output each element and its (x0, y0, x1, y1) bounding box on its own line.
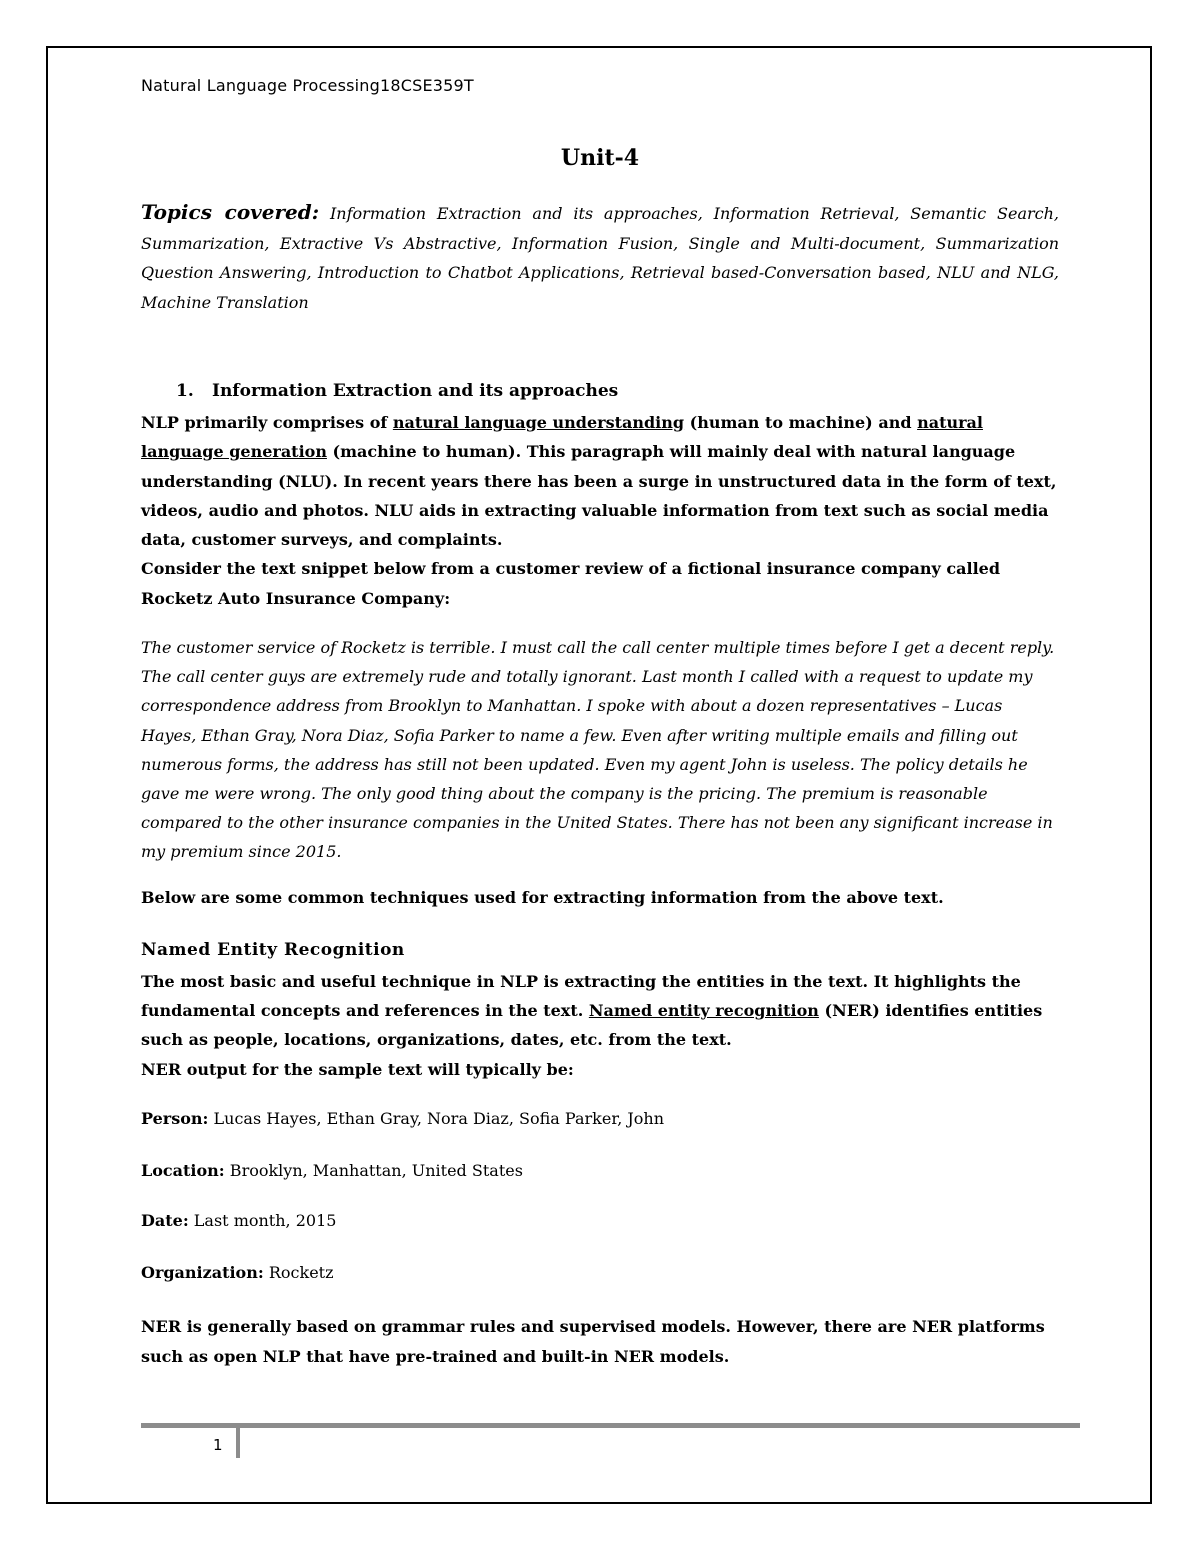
entity-value: Rocketz (263, 1263, 334, 1282)
entity-location (141, 1161, 523, 1180)
customer-review: The customer service of Rocketz is terrible. I must call the call center multiple times before I get a decent reply. The call center guys are extremely rude and totally ignorant. Last month I called with a request to update my correspondence address from Brooklyn to Manhattan. I spoke with about a dozen representatives – Lucas Hayes, Ethan Gray, Nora Diaz, Sofia Parker to name a few. Even after writing multiple emails and filling out numerous forms, the address has still not been updated. Even my agent John is useless. The policy details he gave me were wrong. The only good thing about the company is the pricing. The premium is reasonable compared to the other insurance companies in the United States. There has not been any significant increase in my premium since 2015. (141, 638, 1055, 862)
intro-text-a: NLP primarily comprises of (141, 413, 393, 432)
ner-text-b: (NER) identifies entities such as people, locations, organizations, dates, etc. from the text. (141, 1001, 1043, 1050)
page-title: Unit-4 (560, 145, 640, 171)
intro-text-b: (human to machine) and (684, 413, 918, 432)
entity-organization (141, 1263, 334, 1282)
techniques-intro: Below are some common techniques used for extracting information from the above text. (141, 888, 944, 907)
ner-paragraph (141, 967, 1059, 1055)
snippet-intro: Consider the text snippet below from a customer review of a fictional insurance company called Rocketz Auto Insurance Company: (141, 559, 1001, 608)
entity-value: Last month, 2015 (188, 1211, 337, 1230)
running-header: Natural Language Processing18CSE359T (141, 76, 474, 95)
ner-heading: Named Entity Recognition (141, 940, 405, 960)
section-number: 1. (176, 381, 194, 401)
ner-text-a: The most basic and useful technique in NLP is extracting the entities in the text. It highlights the fundamental concepts and references in the text. (141, 972, 1021, 1021)
entity-person (141, 1109, 664, 1128)
topics-label: Topics covered: (141, 200, 320, 224)
topics-text: Information Extraction and its approaches, Information Retrieval, Semantic Search, Summarization, Extractive Vs Abstractive, Information Fusion, Single and Multi-document, Summarization Question Answering, Introduction to Chatbot Applications, Retrieval based-Conversation based, NLU and NLG, Machine Translation (141, 204, 1059, 312)
link-named-entity-recognition[interactable]: Named entity recognition (588, 1001, 819, 1021)
entity-value: Brooklyn, Manhattan, United States (224, 1161, 523, 1180)
footer-rule (141, 1423, 1080, 1428)
entity-date (141, 1211, 336, 1230)
entity-label: Location: (141, 1161, 225, 1180)
topics-covered (141, 198, 1059, 317)
link-natural-language-generation[interactable]: natural language generation (141, 413, 983, 462)
intro-paragraph (141, 408, 1059, 554)
entity-label: Organization: (141, 1263, 264, 1282)
ner-description (141, 967, 1059, 1084)
entity-label: Date: (141, 1211, 189, 1230)
ner-output-intro: NER output for the sample text will typically be: (141, 1059, 574, 1079)
section-heading (176, 381, 618, 401)
entity-value: Lucas Hayes, Ethan Gray, Nora Diaz, Sofia Parker, John (208, 1109, 665, 1128)
entity-label: Person: (141, 1109, 209, 1128)
section-title: Information Extraction and its approaches (212, 381, 619, 401)
intro-text (141, 408, 1059, 613)
page-number: 1 (213, 1436, 223, 1454)
intro-text-c: (machine to human). This paragraph will mainly deal with natural language understanding (NLU). In recent years there has been a surge in unstructured data in the form of text, videos, audio and photos. NLU aids in extracting valuable information from text such as social media data, customer surveys, and complaints. (141, 442, 1057, 550)
link-natural-language-understanding[interactable]: natural language understanding (392, 413, 685, 432)
ner-conclusion: NER is generally based on grammar rules and supervised models. However, there are NER platforms such as open NLP that have pre-trained and built-in NER models. (141, 1317, 1045, 1366)
footer-divider (236, 1428, 240, 1458)
